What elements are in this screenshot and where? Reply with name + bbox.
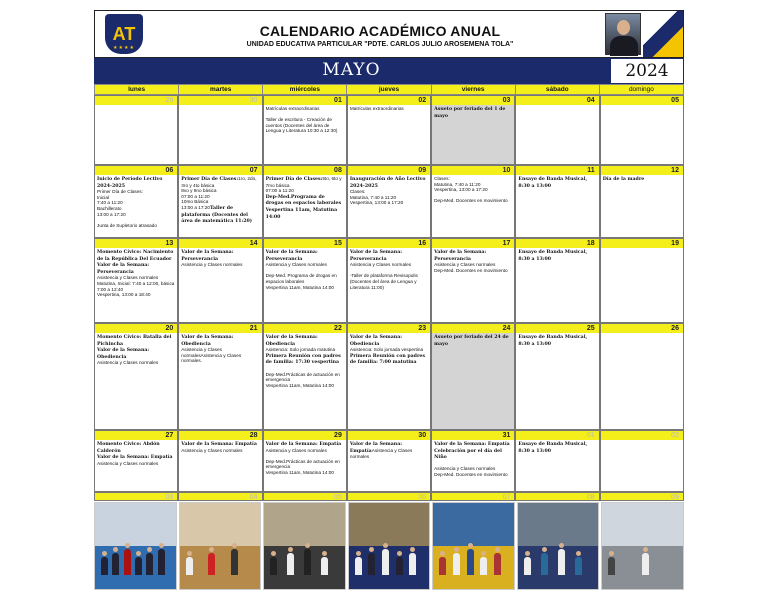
- day-number: 22: [264, 324, 346, 333]
- day-number: 12: [601, 166, 683, 175]
- event-title: Ensayo de Banda Musical, 8:30 a 13:00: [518, 335, 588, 347]
- calendar-grid: [94, 95, 684, 501]
- day-cell: [600, 95, 684, 165]
- photo-background: [602, 503, 683, 546]
- event-text: Asistencia y Clases normales: [181, 262, 243, 268]
- day-events: [601, 440, 683, 491]
- day-events: [95, 440, 177, 491]
- event-text: 5to, 6to y 7mo básica 07:00 a 11:20: [265, 176, 342, 194]
- day-cell: [94, 323, 178, 430]
- event-title: Valor de la Semana: Perseverancia: [434, 250, 487, 262]
- trailing-week: [94, 492, 684, 501]
- day-cell: [431, 165, 515, 238]
- day-number: 01: [264, 96, 346, 105]
- event-text: Primer Día de Clases: Inicial 7:40 a 11:20 Bachillerato 13:00 a 17:20 Junta de Supletorio atrasado: [97, 189, 157, 228]
- day-number: 04: [516, 96, 598, 105]
- day-number: 10: [432, 166, 514, 175]
- day-cell: [178, 165, 262, 238]
- day-cell: [600, 165, 684, 238]
- weekday-monday: lunes: [95, 85, 179, 94]
- event-photo: [179, 502, 262, 590]
- photo-background: [180, 503, 261, 546]
- event-title: Valor de la Semana: Obediencia: [181, 335, 234, 347]
- school-name: UNIDAD EDUCATIVA PARTICULAR "PDTE. CARLOS JULIO AROSEMENA TOLA": [246, 41, 514, 48]
- year-label: 2024: [610, 58, 684, 84]
- calendar-week: [94, 238, 684, 323]
- event-photo: [432, 502, 515, 590]
- corner-decoration: [643, 11, 683, 57]
- portrait-face: [617, 20, 630, 35]
- event-title: Primer Día de Clases:: [181, 177, 239, 182]
- trailing-day-cell: [515, 492, 599, 501]
- day-number: 07: [179, 166, 261, 175]
- day-events: [601, 105, 683, 164]
- day-cell: [94, 430, 178, 492]
- event-text: Asistencia y Clases normales Dep-Med. Programa de drogas en espacios laborales Vespertina 11am, Matutina 14:00: [265, 262, 337, 290]
- event-text: Asistencia y Clases normalesAsistencia y Clases normales.: [181, 347, 242, 364]
- day-number: 28: [179, 431, 261, 440]
- photo-strip: [94, 502, 684, 590]
- event-title: Inauguración de Año Lectivo 2024-2025: [349, 177, 426, 189]
- day-number: 06: [348, 493, 430, 501]
- weekday-thursday: jueves: [347, 85, 431, 94]
- photo-background: [95, 503, 176, 546]
- event-title: Día de la madre: [602, 177, 645, 182]
- person-figure: [467, 549, 474, 575]
- day-cell: [431, 430, 515, 492]
- day-number: 23: [348, 324, 430, 333]
- day-number: 17: [432, 239, 514, 248]
- day-cell: [600, 323, 684, 430]
- day-cell: [263, 95, 347, 165]
- day-number: 05: [264, 493, 346, 501]
- person-figure: [494, 553, 501, 575]
- day-events: [348, 333, 430, 429]
- day-cell: [431, 238, 515, 323]
- weekday-sunday: domingo: [628, 86, 654, 93]
- calendar-week: [94, 323, 684, 430]
- photo-background: [518, 503, 599, 546]
- person-figure: [208, 553, 215, 575]
- day-number: 03: [95, 493, 177, 501]
- day-events: [516, 440, 598, 491]
- day-number: 31: [432, 431, 514, 440]
- day-events: [264, 248, 346, 322]
- day-events: [432, 175, 514, 237]
- day-events: [348, 175, 430, 237]
- day-cell: [178, 95, 262, 165]
- day-events: [179, 175, 261, 237]
- event-text: Matrículas extraordinarias Taller de escritura - Creación de cuentos (Docentes del área de Lengua y Literatura 10:30 a 12:30): [265, 106, 338, 134]
- person-figure: [321, 557, 328, 575]
- day-number: 09: [601, 493, 683, 501]
- day-events: [516, 175, 598, 237]
- day-events: [264, 440, 346, 491]
- weekday-wednesday: miércoles: [263, 85, 347, 94]
- day-number: 09: [348, 166, 430, 175]
- event-title: Ensayo de Banda Musical, 8:30 a 13:00: [518, 177, 588, 189]
- day-number: 30: [348, 431, 430, 440]
- trailing-day-cell: [600, 492, 684, 501]
- event-title: Primera Reunión con padres de familia: 17:30 vespertina: [265, 353, 341, 366]
- event-title: Dep-Med.Programa de drogas en espacios laborales Vespertina 11am, Matutina 14:00: [265, 194, 342, 220]
- event-title: Valor de la Semana: Perseverancia: [349, 250, 402, 262]
- event-text: Asistencia y Clases normales: [97, 460, 159, 466]
- day-number: 25: [516, 324, 598, 333]
- day-number: 13: [95, 239, 177, 248]
- day-cell: [600, 238, 684, 323]
- event-text: Asistencia y Clases normales: [97, 360, 159, 366]
- day-cell: [515, 238, 599, 323]
- day-events: [516, 248, 598, 322]
- event-title: Valor de la Semana: Obediencia: [349, 335, 402, 347]
- day-cell: [94, 238, 178, 323]
- day-cell: [347, 95, 431, 165]
- day-number: 24: [432, 324, 514, 333]
- day-number: 02: [601, 431, 683, 440]
- weekday-friday: viernes: [432, 85, 516, 94]
- person-figure: [146, 553, 153, 575]
- person-figure: [439, 557, 446, 575]
- day-number: 27: [95, 431, 177, 440]
- event-title: Inicio de Período Lectivo 2024-2025: [97, 177, 163, 189]
- day-cell: [600, 430, 684, 492]
- day-events: [95, 248, 177, 322]
- event-text: Asistencia y Clases normales Dep-Med.Prácticas de actuación en emergencia Vespertina 11am, Matutina 14:00: [265, 447, 340, 475]
- event-text: Asistencia y Clases normales -Taller de plataforma Revisopolis (Docentes del área de Lengua y Literatura 11:00): [349, 262, 418, 290]
- event-text: Asistencia: Solo jornada matutina: [265, 347, 336, 353]
- event-title: Taller de plataforma (Docentes del área de matemática 11:20): [181, 205, 252, 225]
- person-figure: [382, 549, 389, 575]
- event-text: 1ro, 2do, 3ro y 4to básica 8vo y 9no básica 07:00 a 11:20 10mo Básica 13:00 a 17:20: [181, 176, 257, 210]
- day-number: 14: [179, 239, 261, 248]
- day-cell: [263, 238, 347, 323]
- photo-background: [349, 503, 430, 546]
- day-cell: [94, 165, 178, 238]
- person-figure: [101, 557, 108, 575]
- person-figure: [158, 549, 165, 575]
- event-text: Asistencia y Clases normales Matutina, Inicial: 7:40 a 12:00, básica 7:00 a 12:40 Vespertina, 13:00 a 18:40: [97, 275, 175, 298]
- day-cell: [431, 323, 515, 430]
- event-photo: [517, 502, 600, 590]
- event-text: Clases: Matutina, 7:40 a 11:20 Vespertina, 13:00 a 17:20: [349, 189, 404, 206]
- person-figure: [575, 557, 582, 575]
- day-events: [264, 105, 346, 164]
- calendar-sheet: [94, 10, 684, 590]
- event-title: Valor de la Semana: Empatía: [434, 442, 510, 447]
- person-figure: [186, 557, 193, 575]
- day-events: [179, 333, 261, 429]
- day-cell: [347, 323, 431, 430]
- person-figure: [642, 553, 649, 575]
- person-figure: [270, 557, 277, 575]
- person-figure: [524, 557, 531, 575]
- day-number: 26: [601, 324, 683, 333]
- event-title: Valor de la Semana: Empatía: [265, 442, 342, 447]
- day-number: 03: [432, 96, 514, 105]
- day-events: [348, 105, 430, 164]
- photo-background: [264, 503, 345, 546]
- event-photo: [263, 502, 346, 590]
- day-number: 15: [264, 239, 346, 248]
- event-title: Valor de la Semana: Empatía: [181, 442, 257, 447]
- day-events: [264, 333, 346, 429]
- event-text: Dep-Med.Prácticas de actuación en emergencia Vespertina 11am, Matutina 14:00: [265, 371, 340, 388]
- person-figure: [231, 549, 238, 575]
- logo-stars-icon: ★★★★: [113, 45, 135, 51]
- day-number: 20: [95, 324, 177, 333]
- day-number: 07: [432, 493, 514, 501]
- event-title: Primera Reunión con padres de familia: 7:00 matutina: [349, 353, 426, 366]
- day-events: [348, 440, 430, 491]
- event-title: Valor de la Semana: Obediencia: [265, 335, 318, 347]
- person-figure: [124, 549, 131, 575]
- day-number: 29: [264, 431, 346, 440]
- event-title: Celebración por el día del Niño: [434, 448, 502, 461]
- event-text: Clases: Matutina, 7:40 a 11:20 Vespertina, 13:00 a 17:20 Dep-Med. Docentes en movimiento: [434, 176, 508, 204]
- weekday-header: [94, 84, 684, 95]
- day-cell: [431, 95, 515, 165]
- event-text: Asistencia y Clases normales: [181, 447, 243, 453]
- day-events: [516, 333, 598, 429]
- day-number: 29: [95, 96, 177, 105]
- day-cell: [347, 238, 431, 323]
- month-bar: [94, 58, 684, 84]
- day-cell: [263, 323, 347, 430]
- event-title: Primer Día de Clases:: [265, 177, 323, 182]
- school-logo: [105, 14, 143, 54]
- event-title: Momento Cívico: Batalla del Pichincha Valor de la Semana: Obediencia: [97, 335, 172, 360]
- person-figure: [112, 553, 119, 575]
- day-cell: [515, 95, 599, 165]
- day-number: 18: [516, 239, 598, 248]
- day-cell: [178, 323, 262, 430]
- person-figure: [541, 553, 548, 575]
- trailing-day-cell: [178, 492, 262, 501]
- person-figure: [608, 557, 615, 575]
- weekday-saturday: sábado: [516, 85, 600, 94]
- person-figure: [135, 557, 142, 575]
- day-cell: [178, 238, 262, 323]
- day-events: [95, 105, 177, 164]
- day-cell: [515, 430, 599, 492]
- photo-background: [433, 503, 514, 546]
- day-number: 21: [179, 324, 261, 333]
- day-cell: [263, 430, 347, 492]
- logo-text: AT: [112, 23, 136, 44]
- event-title: Valor de la Semana: Empatía: [349, 442, 402, 454]
- day-cell: [515, 323, 599, 430]
- person-figure: [355, 557, 362, 575]
- event-title: Valor de la Semana: Perseverancia: [265, 250, 318, 262]
- event-text: Asistencia y Clases normales Dep-Med. Docentes en movimiento: [434, 262, 508, 273]
- day-events: [601, 248, 683, 322]
- day-events: [601, 333, 683, 429]
- trailing-day-cell: [263, 492, 347, 501]
- event-text: Asistencia: Solo jornada vespertina: [349, 347, 424, 353]
- person-figure: [409, 553, 416, 575]
- day-events: [264, 175, 346, 237]
- person-figure: [480, 557, 487, 575]
- day-events: [179, 105, 261, 164]
- day-events: [601, 175, 683, 237]
- day-events: [432, 248, 514, 322]
- day-number: 11: [516, 166, 598, 175]
- page-title: CALENDARIO ACADÉMICO ANUAL: [259, 23, 501, 39]
- trailing-day-cell: [94, 492, 178, 501]
- calendar-week: [94, 165, 684, 238]
- event-title: Momento Cívico: Nacimiento de la República Del Ecuador Valor de la Semana: Perseverancia: [97, 250, 174, 275]
- day-cell: [515, 165, 599, 238]
- day-cell: [178, 430, 262, 492]
- event-title: Momento Cívico: Abdón Calderón Valor de la Semana: Empatía: [97, 442, 173, 461]
- event-photo: [601, 502, 684, 590]
- day-number: 02: [348, 96, 430, 105]
- event-title: Asueto por feriado del 24 de mayo: [434, 335, 509, 347]
- event-title: Ensayo de Banda Musical, 8:30 a 13:00: [518, 250, 588, 262]
- person-figure: [396, 557, 403, 575]
- person-figure: [453, 553, 460, 575]
- day-events: [432, 105, 514, 164]
- day-cell: [94, 95, 178, 165]
- event-text: Asistencia y Clases normales: [349, 447, 413, 460]
- trailing-day-cell: [347, 492, 431, 501]
- day-events: [95, 333, 177, 429]
- event-photo: [348, 502, 431, 590]
- day-number: 06: [95, 166, 177, 175]
- day-number: 30: [179, 96, 261, 105]
- day-number: 01: [516, 431, 598, 440]
- weekday-tuesday: martes: [179, 85, 263, 94]
- day-cell: [347, 430, 431, 492]
- day-number: 04: [179, 493, 261, 501]
- calendar-week: [94, 430, 684, 492]
- calendar-week: [94, 95, 684, 165]
- day-events: [179, 440, 261, 491]
- trailing-day-cell: [431, 492, 515, 501]
- day-events: [348, 248, 430, 322]
- portrait-suit: [610, 36, 638, 56]
- event-title: Asueto por feriado del 1 de mayo: [434, 107, 506, 119]
- person-figure: [287, 553, 294, 575]
- day-number: 08: [264, 166, 346, 175]
- event-photo: [94, 502, 177, 590]
- event-title: Ensayo de Banda Musical, 8:30 a 13:00: [518, 442, 588, 454]
- day-number: 08: [516, 493, 598, 501]
- day-events: [432, 440, 514, 491]
- day-events: [95, 175, 177, 237]
- person-figure: [558, 549, 565, 575]
- person-figure: [368, 553, 375, 575]
- day-number: 05: [601, 96, 683, 105]
- day-events: [179, 248, 261, 322]
- president-portrait: [605, 13, 641, 55]
- person-figure: [304, 549, 311, 575]
- day-events: [516, 105, 598, 164]
- event-title: Valor de la Semana: Perseverancia: [181, 250, 234, 262]
- month-label: MAYO: [322, 60, 381, 80]
- calendar-header: [94, 10, 684, 58]
- day-cell: [263, 165, 347, 238]
- day-events: [432, 333, 514, 429]
- event-text: Asistencia y Clases normales Dep-Med. Docentes en movimiento: [434, 466, 508, 477]
- day-number: 16: [348, 239, 430, 248]
- day-cell: [347, 165, 431, 238]
- day-number: 19: [601, 239, 683, 248]
- event-text: Matrículas extraordinarias: [349, 106, 404, 111]
